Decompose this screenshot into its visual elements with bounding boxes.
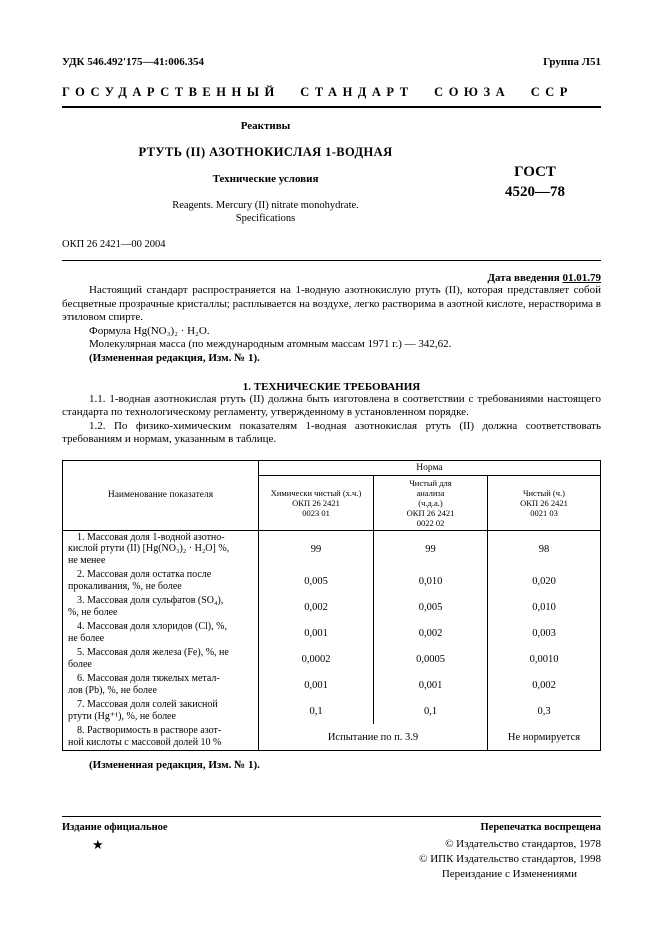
- document-title: РТУТЬ (II) АЗОТНОКИСЛАЯ 1-ВОДНАЯ: [138, 145, 393, 159]
- column-header-norm: Норма: [259, 460, 601, 475]
- table-row: [63, 530, 601, 568]
- state-standard-banner: ГОСУДАРСТВЕННЫЙ СТАНДАРТ СОЮЗА ССР: [62, 85, 573, 99]
- english-title: [62, 199, 469, 225]
- row-value: 0,010: [488, 594, 601, 620]
- okp-code: ОКП 26 2421—00 2004: [62, 239, 166, 250]
- row-value: 0,001: [259, 672, 374, 698]
- gost-label: ГОСТ: [514, 164, 556, 180]
- row-value: 0,020: [488, 568, 601, 594]
- table-row: [63, 672, 601, 698]
- table-row: [63, 724, 601, 751]
- row-label: 2. Массовая доля остатка после прокаливания, %, не более: [63, 568, 259, 594]
- footer-notices: [62, 822, 601, 833]
- table-header: [63, 460, 601, 530]
- table-row: [63, 594, 601, 620]
- effective-date-label: Дата введения: [487, 272, 560, 284]
- row-value: 0,1: [259, 698, 374, 724]
- row-value: 0,002: [259, 594, 374, 620]
- gost-number: 4520—78: [505, 184, 565, 200]
- row-value: 0,003: [488, 620, 601, 646]
- row-value: 0,0002: [259, 646, 374, 672]
- effective-date-value: 01.01.79: [562, 272, 601, 284]
- row-label: 1. Массовая доля 1-водной азотно- кислой ртути (II) [Hg(NO₃)₂ · H₂O] %, не менее: [63, 530, 259, 568]
- title-area: [62, 120, 601, 225]
- row-label: 5. Массовая доля железа (Fe), %, не более: [63, 646, 259, 672]
- row-value: 0,001: [374, 672, 488, 698]
- row-label: 8. Растворимость в растворе азот- ной кислоты с массовой долей 10 %: [63, 724, 259, 751]
- scope-paragraph: Настоящий стандарт распространяется на 1-водную азотнокислую ртуть (II), которая представляет собой бесцветные прозрачные кристаллы; расплывается на воздухе, легко растворима в азотной кислоте, нерастворима в этиловом спирте.: [62, 284, 601, 324]
- page-footer: [62, 816, 601, 882]
- footer-bottom: [62, 837, 601, 882]
- row-value: 99: [259, 530, 374, 568]
- copyright-line-1998: © ИПК Издательство стандартов, 1998: [419, 853, 601, 865]
- english-title-line2: Specifications: [235, 213, 296, 224]
- title-column: [62, 120, 469, 225]
- row-value: Не нормируется: [488, 724, 601, 751]
- banner-rule: [62, 106, 601, 108]
- formula-paragraph: Формула Hg(NO₃)₂ · H₂O.: [89, 324, 210, 337]
- copyright-block: [419, 837, 601, 882]
- row-value: 0,1: [374, 698, 488, 724]
- row-value: 0,010: [374, 568, 488, 594]
- amendment-note: (Измененная редакция, Изм. № 1).: [89, 351, 260, 364]
- english-title-line1: Reagents. Mercury (II) nitrate monohydrate.: [172, 200, 359, 211]
- row-value: 0,0010: [488, 646, 601, 672]
- table-row: [63, 698, 601, 724]
- section-1-heading: 1. ТЕХНИЧЕСКИЕ ТРЕБОВАНИЯ: [242, 380, 421, 393]
- column-header-grade-1: Химически чистый (х.ч.) ОКП 26 2421 0023 01: [259, 475, 374, 530]
- row-value: 0,002: [374, 620, 488, 646]
- table-row: [63, 646, 601, 672]
- row-value: 0,001: [259, 620, 374, 646]
- document-subtitle: Технические условия: [212, 173, 319, 185]
- row-value: 0,005: [259, 568, 374, 594]
- clause-1-1: 1.1. 1-водная азотнокислая ртуть (II) должна быть изготовлена в соответствии с требованиями настоящего стандарта по технологическому регламенту, утвержденному в установленном порядке.: [62, 392, 601, 419]
- header-rule: [62, 260, 601, 261]
- table-row: [63, 568, 601, 594]
- row-value: 0,002: [488, 672, 601, 698]
- molecular-mass-paragraph: Молекулярная масса (по международным атомным массам 1971 г.) — 342,62.: [89, 338, 452, 351]
- row-label: 6. Массовая доля тяжелых метал- лов (Pb), %, не более: [63, 672, 259, 698]
- column-header-name: Наименование показателя: [63, 460, 259, 530]
- clause-1-2: 1.2. По физико-химическим показателям 1-водная азотнокислая ртуть (II) должна соответствовать требованиям и нормам, указанным в таблице.: [62, 419, 601, 446]
- row-value: 0,3: [488, 698, 601, 724]
- reprint-prohibited-label: Перепечатка воспрещена: [480, 822, 601, 833]
- spec-table-body: [63, 530, 601, 751]
- footer-rule: [62, 816, 601, 817]
- category-label: Реактивы: [240, 120, 291, 132]
- row-label: 7. Массовая доля солей закисной ртути (Hg⁺¹), %, не более: [63, 698, 259, 724]
- row-value: 98: [488, 530, 601, 568]
- official-edition-label: Издание официальное: [62, 822, 168, 833]
- udk-code: УДК 546.492'175—41:006.354: [62, 56, 204, 68]
- reissue-note: Переиздание с Изменениями: [441, 868, 577, 880]
- meta-row: [62, 56, 601, 68]
- table-row: [63, 620, 601, 646]
- row-label: 3. Массовая доля сульфатов (SO₄), %, не более: [63, 594, 259, 620]
- row-value: 0,0005: [374, 646, 488, 672]
- gost-designation: [469, 120, 601, 225]
- row-value: 99: [374, 530, 488, 568]
- row-value: 0,005: [374, 594, 488, 620]
- effective-date-line: [62, 272, 601, 284]
- specifications-table: [62, 460, 601, 752]
- column-header-grade-3: Чистый (ч.) ОКП 26 2421 0021 03: [488, 475, 601, 530]
- copyright-line-1978: © Издательство стандартов, 1978: [445, 838, 601, 850]
- row-label: 4. Массовая доля хлоридов (Cl), %, не более: [63, 620, 259, 646]
- row-value-span: Испытание по п. 3.9: [259, 724, 488, 751]
- table-amendment-note: (Измененная редакция, Изм. № 1).: [89, 759, 260, 772]
- group-code: Группа Л51: [543, 56, 601, 68]
- star-icon: ★: [92, 837, 104, 852]
- column-header-grade-2: Чистый для анализа (ч.д.а.) ОКП 26 2421 0022 02: [374, 475, 488, 530]
